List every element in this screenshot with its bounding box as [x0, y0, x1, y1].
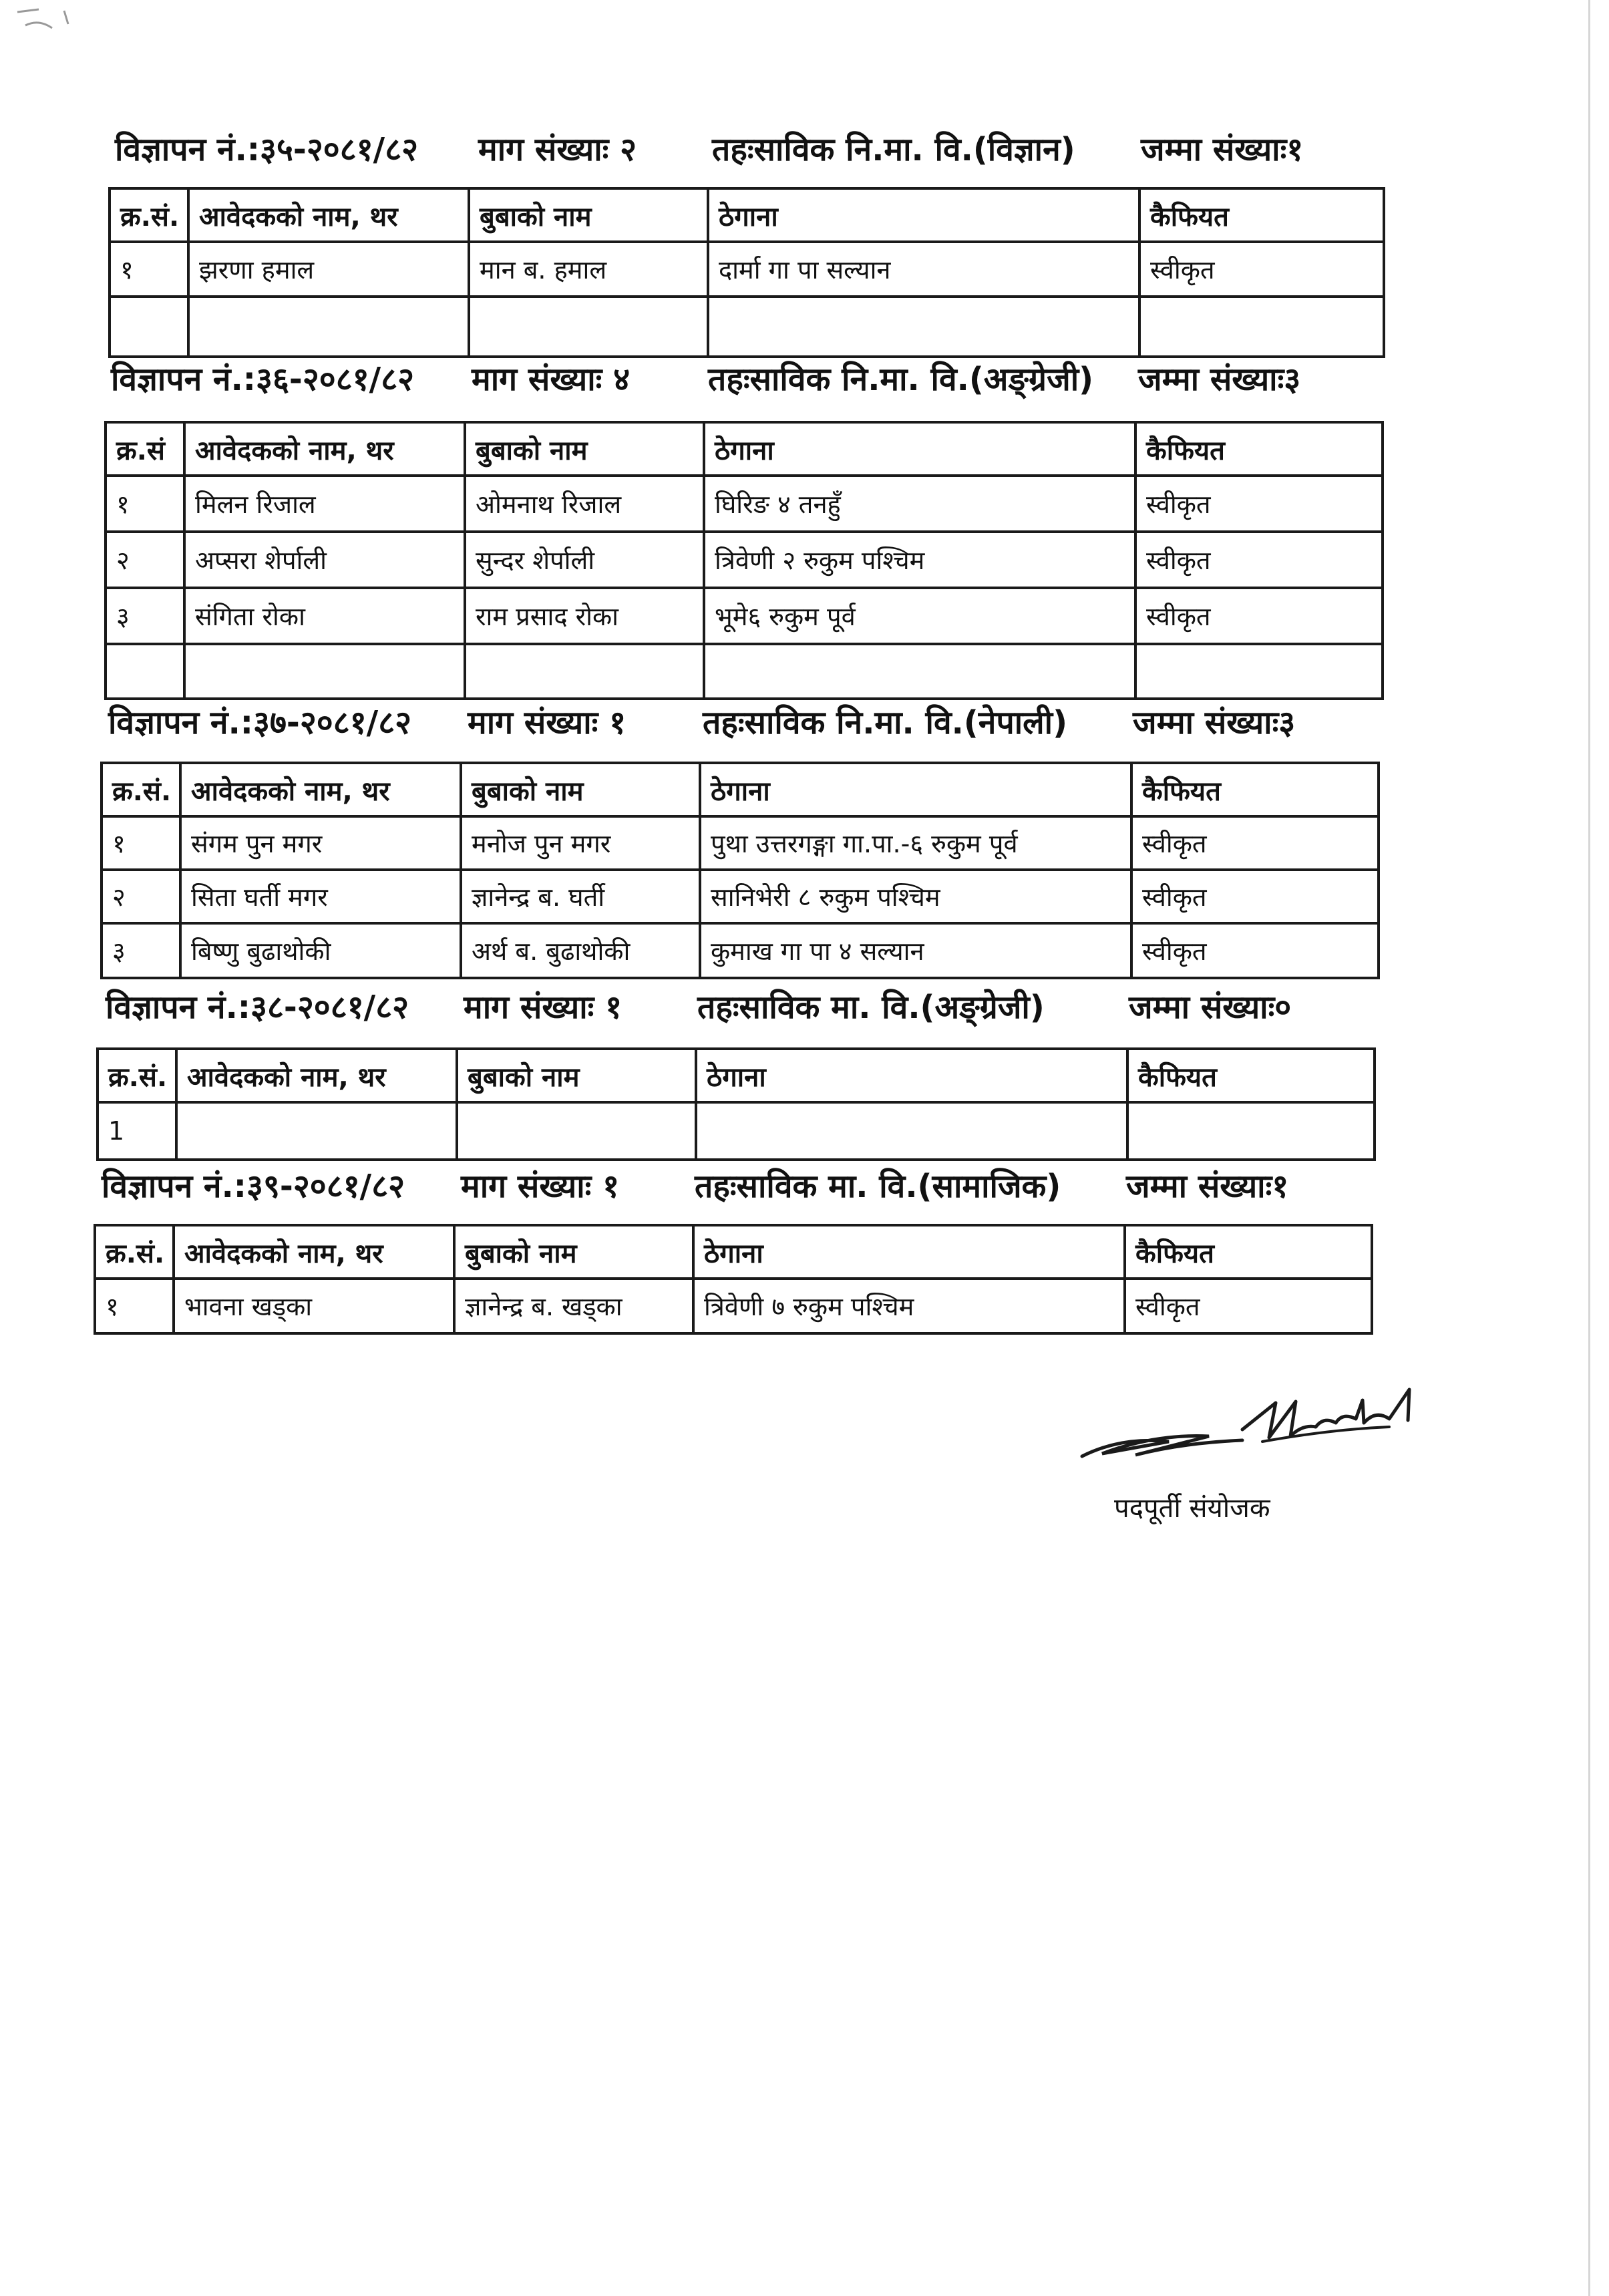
cell-father: मान ब. हमाल: [469, 242, 708, 297]
cell-sn: ३: [106, 588, 184, 644]
col-header-remark: कैफियत: [1131, 763, 1379, 816]
applicant-table: [104, 421, 1384, 700]
level-text: तहःसाविक नि.मा. वि.(अङ्ग्रेजी): [708, 361, 1094, 398]
cell-remark: [1127, 1102, 1375, 1160]
cell-address: त्रिवेणी २ रुकुम पश्चिम: [704, 532, 1135, 588]
cell-address: दार्मा गा पा सल्यान: [708, 242, 1139, 297]
col-header-sn: क्र.सं.: [102, 763, 180, 816]
col-header-sn: क्र.सं: [106, 422, 184, 476]
total-count: जम्मा संख्याः०: [1129, 989, 1292, 1026]
signature-label: पदपूर्ती संयोजक: [1114, 1493, 1270, 1524]
col-header-father: बुबाको नाम: [469, 188, 708, 242]
page-edge-line: [1588, 0, 1590, 2296]
demand-count: माग संख्याः १: [468, 704, 627, 742]
col-header-father: बुबाको नाम: [465, 422, 704, 476]
table-row: [106, 476, 1383, 532]
cell-father: राम प्रसाद रोका: [465, 588, 704, 644]
section-heading: [0, 691, 1609, 755]
col-header-remark: कैफियत: [1135, 422, 1383, 476]
col-header-name: आवेदकको नाम, थर: [176, 1049, 457, 1102]
table-row: [98, 1102, 1375, 1160]
ad-section-35: [0, 118, 1609, 285]
cell-father: ओमनाथ रिजाल: [465, 476, 704, 532]
demand-count: माग संख्याः १: [464, 989, 622, 1026]
demand-count: माग संख्याः ४: [472, 361, 631, 398]
cell-remark: स्वीकृत: [1135, 532, 1383, 588]
cell-sn: १: [95, 1279, 174, 1333]
cell-name: मिलन रिजाल: [184, 476, 465, 532]
cell-address: घिरिङ ४ तनहुँ: [704, 476, 1135, 532]
demand-count: माग संख्याः १: [461, 1168, 620, 1205]
cell-name: सिता घर्ती मगर: [180, 870, 461, 923]
cell-father: ज्ञानेन्द्र ब. घर्ती: [461, 870, 700, 923]
cell-name: बिष्णु बुढाथोकी: [180, 923, 461, 978]
ad-number: विज्ञापन नं.:३८-२०८१/८२: [106, 989, 409, 1026]
col-header-father: बुबाको नाम: [457, 1049, 696, 1102]
ad-section-38: [0, 975, 1609, 1146]
section-heading: [0, 347, 1609, 412]
table-header-row: [106, 422, 1383, 476]
cell-name: संगिता रोका: [184, 588, 465, 644]
scan-mark: [12, 5, 92, 39]
table-row: [102, 923, 1379, 978]
cell-remark: स्वीकृत: [1131, 870, 1379, 923]
cell-address: त्रिवेणी ७ रुकुम पश्चिम: [693, 1279, 1125, 1333]
cell-sn: १: [102, 816, 180, 870]
table-row: [106, 532, 1383, 588]
cell-remark: स्वीकृत: [1135, 588, 1383, 644]
cell-sn: २: [102, 870, 180, 923]
cell-remark: स्वीकृत: [1131, 923, 1379, 978]
cell-address: कुमाख गा पा ४ सल्यान: [700, 923, 1131, 978]
cell-name: [176, 1102, 457, 1160]
cell-father: [457, 1102, 696, 1160]
ad-section-39: [0, 1154, 1609, 1321]
col-header-address: ठेगाना: [696, 1049, 1127, 1102]
applicant-table: [108, 187, 1385, 358]
cell-name: संगम पुन मगर: [180, 816, 461, 870]
cell-father: ज्ञानेन्द्र ब. खड्का: [454, 1279, 693, 1333]
cell-address: [696, 1102, 1127, 1160]
level-text: तहःसाविक नि.मा. वि.(विज्ञान): [712, 131, 1075, 168]
cell-sn: १: [106, 476, 184, 532]
col-header-father: बुबाको नाम: [461, 763, 700, 816]
col-header-address: ठेगाना: [708, 188, 1139, 242]
level-text: तहःसाविक मा. वि.(सामाजिक): [695, 1168, 1061, 1205]
table-row: [110, 242, 1384, 297]
col-header-remark: कैफियत: [1127, 1049, 1375, 1102]
table-header-row: [102, 763, 1379, 816]
col-header-name: आवेदकको नाम, थर: [184, 422, 465, 476]
cell-remark: स्वीकृत: [1131, 816, 1379, 870]
col-header-address: ठेगाना: [693, 1225, 1125, 1279]
col-header-father: बुबाको नाम: [454, 1225, 693, 1279]
col-header-name: आवेदकको नाम, थर: [188, 188, 469, 242]
table-row: [95, 1279, 1372, 1333]
total-count: जम्मा संख्याः३: [1133, 704, 1296, 742]
table-row: [106, 588, 1383, 644]
table-header-row: [110, 188, 1384, 242]
col-header-sn: क्र.सं.: [98, 1049, 176, 1102]
applicant-table: [94, 1224, 1373, 1335]
ad-number: विज्ञापन नं.:३९-२०८१/८२: [102, 1168, 405, 1205]
col-header-address: ठेगाना: [700, 763, 1131, 816]
cell-name: झरणा हमाल: [188, 242, 469, 297]
cell-sn: १: [110, 242, 188, 297]
table-header-row: [98, 1049, 1375, 1102]
section-heading: [0, 975, 1609, 1039]
cell-father: मनोज पुन मगर: [461, 816, 700, 870]
cell-sn: ३: [102, 923, 180, 978]
col-header-address: ठेगाना: [704, 422, 1135, 476]
total-count: जम्मा संख्याः१: [1141, 131, 1304, 168]
section-heading: [0, 1154, 1609, 1218]
col-header-sn: क्र.सं.: [95, 1225, 174, 1279]
ad-number: विज्ञापन नं.:३५-२०८१/८२: [115, 131, 419, 168]
level-text: तहःसाविक नि.मा. वि.(नेपाली): [703, 704, 1068, 742]
total-count: जम्मा संख्याः१: [1126, 1168, 1289, 1205]
ad-number: विज्ञापन नं.:३७-२०८१/८२: [108, 704, 412, 742]
demand-count: माग संख्याः २: [478, 131, 637, 168]
ad-section-36: [0, 347, 1609, 631]
col-header-remark: कैफियत: [1125, 1225, 1372, 1279]
cell-address: पुथा उत्तरगङ्गा गा.पा.-६ रुकुम पूर्व: [700, 816, 1131, 870]
cell-address: सानिभेरी ८ रुकुम पश्चिम: [700, 870, 1131, 923]
col-header-remark: कैफियत: [1139, 188, 1384, 242]
col-header-sn: क्र.सं.: [110, 188, 188, 242]
signature-mark: [1075, 1363, 1423, 1476]
cell-father: अर्थ ब. बुढाथोकी: [461, 923, 700, 978]
ad-section-37: [0, 691, 1609, 966]
cell-name: अप्सरा शेर्पाली: [184, 532, 465, 588]
col-header-name: आवेदकको नाम, थर: [174, 1225, 454, 1279]
level-text: तहःसाविक मा. वि.(अङ्ग्रेजी): [697, 989, 1045, 1026]
table-row: [102, 816, 1379, 870]
cell-address: भूमे६ रुकुम पूर्व: [704, 588, 1135, 644]
total-count: जम्मा संख्याः३: [1138, 361, 1301, 398]
cell-sn: 1: [98, 1102, 176, 1160]
applicant-table: [96, 1047, 1376, 1161]
col-header-name: आवेदकको नाम, थर: [180, 763, 461, 816]
table-row: [102, 870, 1379, 923]
cell-father: सुन्दर शेर्पाली: [465, 532, 704, 588]
cell-name: भावना खड्का: [174, 1279, 454, 1333]
section-heading: [0, 118, 1609, 182]
table-header-row: [95, 1225, 1372, 1279]
ad-number: विज्ञापन नं.:३६-२०८१/८२: [111, 361, 415, 398]
cell-remark: स्वीकृत: [1135, 476, 1383, 532]
cell-sn: २: [106, 532, 184, 588]
cell-remark: स्वीकृत: [1139, 242, 1384, 297]
cell-remark: स्वीकृत: [1125, 1279, 1372, 1333]
applicant-table: [100, 762, 1380, 979]
